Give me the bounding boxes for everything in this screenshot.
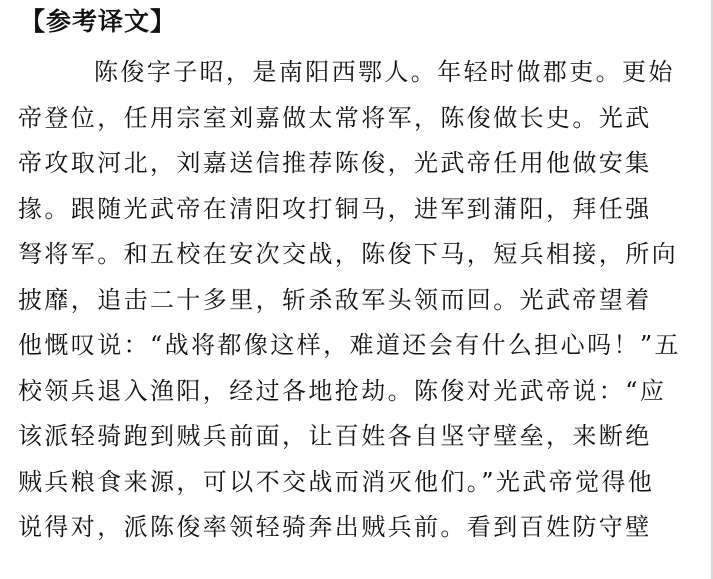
text-line: 陈俊字子昭，是南阳西鄂人。年轻时做郡吏。更始 bbox=[94, 58, 675, 86]
text-line: 掾。跟随光武帝在清阳攻打铜马，进军到蒲阳，拜任强 bbox=[18, 194, 652, 223]
text-line: 贼兵粮食来源，可以不交战而消灭他们。”光武帝觉得他 bbox=[18, 467, 655, 496]
text-line: 弩将军。和五校在安次交战，陈俊下马，短兵相接，所向 bbox=[18, 240, 678, 268]
text-line: 说得对，派陈俊率领轻骑奔出贼兵前。看到百姓防守壁 bbox=[18, 513, 652, 541]
section-heading: 【参考译文】 bbox=[20, 7, 177, 36]
translation-body bbox=[18, 50, 698, 551]
text-line: 披靡，追击二十多里，斩杀敌军头领而回。光武帝望着 bbox=[18, 285, 652, 314]
text-line: 帝攻取河北，刘嘉送信推荐陈俊，光武帝任用他做安集 bbox=[18, 149, 652, 177]
text-line: 他慨叹说：“战将都像这样，难道还会有什么担心吗！”五 bbox=[18, 331, 681, 359]
text-line: 校领兵退入渔阳，经过各地抢劫。陈俊对光武帝说：“应 bbox=[18, 376, 667, 405]
text-line: 帝登位，任用宗室刘嘉做太常将军，陈俊做长史。光武 bbox=[18, 103, 652, 132]
text-line: 该派轻骑跑到贼兵前面，让百姓各自坚守壁垒，来断绝 bbox=[18, 422, 652, 450]
